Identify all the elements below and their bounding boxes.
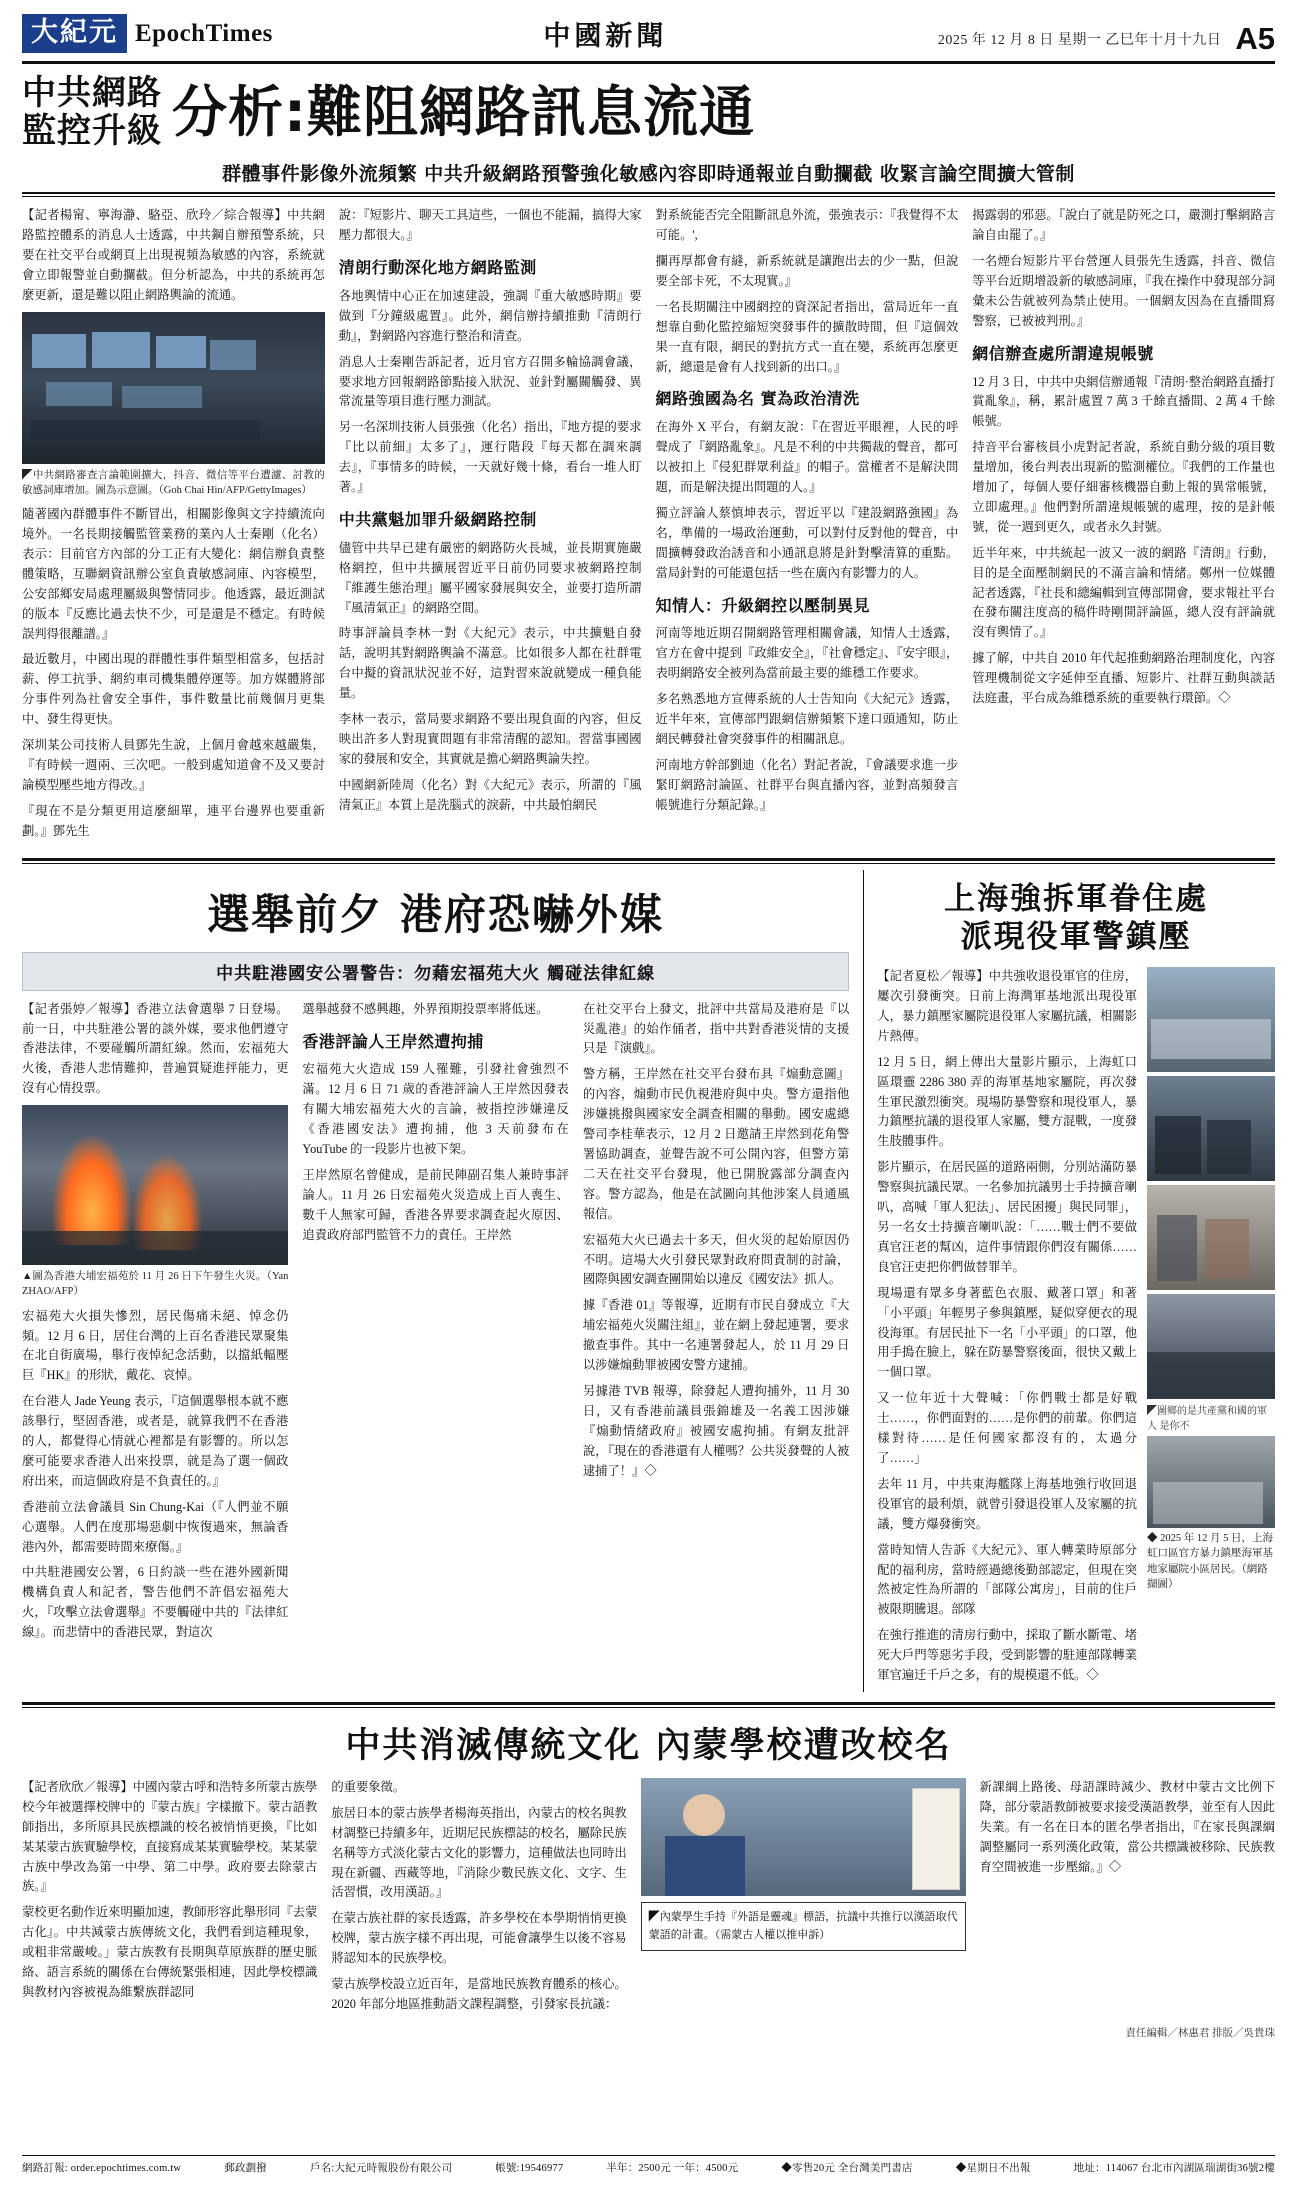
paragraph: 深圳某公司技術人員鄧先生說，上個月會越來越嚴集，『有時候一週兩、三次吧。一般到處知道會不及又要討論模型壓些地方得改。』 (22, 738, 325, 792)
paragraph: 『現在不是分類更用這麼細單，連平台邊界也要重新劃。』鄧先生 (22, 803, 325, 838)
shanghai-photo-4 (1147, 1294, 1275, 1399)
mongolia-col-4 (980, 1778, 1275, 2021)
section-title: 中國新聞 (543, 21, 668, 52)
newsroom-photo (22, 312, 325, 464)
lead-col-3 (656, 206, 959, 847)
paragraph: 【記者張婷／報導】香港立法會選舉 7 日登場。前一日，中共駐港公署的談外媒，要求他們遵守香港法律，不要碰觸所謂紅線。然而，宏福苑大火後，香港人悲情難抑，普遍質疑進抨能力，更沒有心情投票。 (22, 1001, 289, 1096)
footer-row (22, 2160, 1275, 2175)
lead-kicker-line1: 中共網路 (22, 73, 162, 113)
shanghai-photo-2 (1147, 1076, 1275, 1181)
lead-kicker-line2: 監控升級 (22, 111, 162, 152)
page-number: A5 (1235, 21, 1275, 57)
shanghai-col-text (877, 967, 1137, 1692)
footer-subscribe-link[interactable]: 網路訂報: order.epochtimes.com.tw (22, 2163, 182, 2174)
mongolia-headline: 中共消滅傳統文化 內蒙學校遭改校名 (345, 1725, 952, 1766)
masthead-rule (22, 61, 1275, 64)
paragraph: 宏福苑大火造成 159 人罹難，引發社會強烈不滿。12 月 6 日 71 歲的香港評論人王岸然因發表有關大埔宏福苑大火的言論，被指控涉嫌違反《香港國安法》遭拘捕，他 3 天前發布在 YouTube 的一段影片也被下架。 (302, 1062, 569, 1157)
footer-postal: 郵政劃撥 (224, 2163, 267, 2174)
masthead (22, 0, 1275, 59)
masthead-right (937, 21, 1275, 57)
paragraph: 多名熟悉地方宣傳系統的人士告知向《大紀元》透露，近半年來，宣傳部門跟網信辦頻繁下達口頭通知，防止網民轉發社會突發事件的相關訊息。 (655, 692, 959, 746)
shanghai-body (877, 967, 1275, 1692)
paragraph: 河南等地近期召開網路管理相關會議，知情人士透露，官方在會中提到『政維安全』，『社會穩定』、『安宇眼』，表明網路安全被列為當前最主要的維穩工作要求。 (655, 626, 959, 681)
mongolia-article (22, 1718, 1275, 2021)
paragraph: 最近數月，中國出現的群體性事件類型相當多，包括討薪、停工抗爭、網約車司機集體停運等。加方媒體將部分事件列為社會安全事件，事件數量比前幾個月更集中、發生得更快。 (22, 652, 325, 727)
middle-section (22, 870, 1275, 1692)
paragraph: 宏福苑大火已過去十多天，但火災的起始原因仍不明。這場大火引發民眾對政府問責制的討論，國際與國安調查團開始以違反《國安法》抓人。 (582, 1232, 850, 1287)
paragraph: 【記者夏松／報導】中共強收退役軍官的住房，屢次引發衝突。日前上海灣軍基地派出現役軍人，暴力鎮壓家屬院退役軍人家屬抗議，相關影片熱傳。 (877, 969, 1137, 1043)
paragraph: 另據港 TVB 報導，除發起人遭拘捕外，11 月 30 日，又有香港前議員張錦雄及一名義工因涉嫌『煽動情緒政府』被國安處拘捕。有網友批評說，『現在的香港還有人權嗎？公共災發聲的人被逮捕了！』◇ (582, 1383, 850, 1478)
shanghai-headline-line1: 上海強拆軍眷住處 (944, 880, 1209, 917)
paragraph: 各地輿情中心正在加速建設，強調『重大敏感時期』要做到『分鐘級處置』。此外，網信辦持續推動『清朗行動』，對網路內容進行整治和清查。 (338, 288, 642, 343)
paragraph: 在社交平台上發文，批評中共當局及港府是『以災亂港』的始作俑者，指中共對香港災情的支援只是『演戲』。 (582, 1001, 850, 1056)
footer-retail: ◆零售20元 全台灣美門書店 (781, 2163, 913, 2174)
mongolia-col-2 (331, 1778, 626, 2021)
shanghai-photo-strip (1147, 967, 1275, 1692)
lead-columns (22, 206, 1275, 847)
hk-banner: 中共駐港國安公署警告：勿藉宏福苑大火 觸碰法律紅線 (22, 952, 849, 991)
paragraph: 隨著國內群體事件不斷冒出，相關影像與文字持續流向境外。一名長期接觸監管業務的業內人士秦剛（化名）表示：目前官方內部的分工正有大變化：網信辦負責整體策略，互聯網資訊辦公室負責敏感詞庫、內容模型，公安部鄉安局處理屬級與警情同步。他透露，最近測試的版本『反應比過去快不少，可是還是不穩定。有時候誤判得很離譜。』 (22, 507, 325, 641)
subheading: 清朗行動深化地方網路監測 (338, 257, 537, 277)
lead-col-4 (972, 206, 1275, 847)
paragraph: 現場還有眾多身著藍色衣服、戴著口罩」和著「小平頭」年輕男子參與鎮壓，疑似穿便衣的現役海軍。有居民扯下一名「小平頭」的口罩，他用手搗在臉上，躲在防暴警察後面，很快又戴上一個口罩。 (877, 1285, 1137, 1380)
paragraph: 對系統能否完全阻斷訊息外流，張強表示：『我覺得不太可能。', (655, 208, 959, 243)
paragraph: 新課綱上路後、母語課時減少、教材中蒙古文比例下降，部分蒙語教師被要求接受漢語教學，並至有人因此失業。有一名在日本的匿名學者指出，『在家長與課綱調整屬同一系列漢化政策，當公共標識被移除、民族教育空間被進一步壓縮。』◇ (979, 1779, 1275, 1874)
paragraph: 說：『短影片、聊天工具這些，一個也不能漏，搞得大家壓力都很大。』 (338, 208, 642, 243)
paragraph: 【記者欣欣／報導】中國內蒙古呼和浩特多所蒙古族學校今年被選擇校牌中的『蒙古族』字樣撤下。蒙古語教師指出，多所原具民族標識的校名被悄悄更換，『比如某某蒙古族實驗學校，直接寫成某某實驗學校。某某蒙古族中學改為第一中學、第二中學。政府要去除蒙古族。』 (22, 1779, 318, 1894)
paragraph: 又一位年近十大聲喊：「你們戰士都是好戰士……，你們面對的……是你們的前輩。你們這樣對待……是任何國家都沒有的，太過分了……」 (877, 1391, 1137, 1465)
hk-article (22, 870, 849, 1692)
footer-rule (22, 2155, 1275, 2156)
paragraph: 中國網新陸周（化名）對《大紀元》表示，所謂的『風清氣正』本質上是洗腦式的淚薪，中共最怕網民 (338, 777, 642, 812)
brand-logo-en: EpochTimes (135, 19, 273, 47)
hk-col-3 (583, 1000, 849, 1649)
newsroom-photo-caption: ◤中共網路審查言論範圍擴大，抖音、微信等平台遭濾、討教的敏感詞庫增加。圖為示意圖。（Goh Chai Hin/AFP/GettyImages） (22, 469, 325, 496)
section-divider-2b (22, 1707, 1275, 1708)
paragraph: 旅居日本的蒙古族學者楊海英指出，內蒙古的校名與教材調整已持續多年，近期尼民族標誌的校名，屬除民族名稱等方式淡化蒙古文化的影響力，這種做法也同時出現在新疆、西藏等地，『消除少數民族文化、文字、生活習慣，改用漢語。』 (331, 1805, 627, 1900)
subheading: 網信辦查處所謂違規帳號 (972, 343, 1154, 363)
shanghai-photo-3 (1147, 1185, 1275, 1290)
paragraph: 儘管中共早已建有嚴密的網路防火長城，並長期實施嚴格網控，但中共擴展習近平日前仍同要求被網路控制『維護生態治理』屬平國家發展與安全，並要打造所謂『風清氣正』的網路空間。 (338, 540, 642, 615)
paragraph: 【記者楊甯、寧海瀞、駱亞、欣玲／綜合報導】中共網路監控體系的消息人士透露，中共鋼自辦預警系統，只要在社交平台或網頁上出現視頻為敏感的內容，系統就會立即報警並自動攔截。但分析認為，中共的系統再怎麼更新，還是難以阻止網路輿論的流通。 (22, 208, 325, 302)
paragraph: 河南地方幹部劉迪（化名）對記者說，『會議要求進一步緊盯網路討論區、社群平台與直播內容，並對高頻發言帳號進行分類記錄。』 (655, 757, 959, 812)
paragraph: 據『香港 01』等報導，近期有市民自發成立『大埔宏福苑火災關注組』，並在網上發起連署，要求撤查事件。其中一名連署發起人，於 11 月 29 日以涉嫌煽動罪被國安警方逮捕。 (582, 1298, 850, 1373)
hk-col-2 (302, 1000, 568, 1649)
subheading: 網路強國為名 實為政治清洗 (655, 389, 860, 409)
lead-rule-top (22, 192, 1275, 194)
paragraph: 影片顯示，在居民區的道路兩側，分別站滿防暴警察與抗議民眾。一名參加抗議男士手持擴音喇叭，高喊「軍人犯法」、居民困擾」與民同罪」，另一名女士持擴音喇叭說：「……戰士們不要做真官汪老的幫凶，這件事情跟你們沒有關係……良官汪吏把你們做替罪羊。 (877, 1160, 1137, 1274)
paragraph: 蒙古族學校設立近百年，是當地民族教育體系的核心。2020 年部分地區推動語文課程調整，引發家長抗議： (331, 1977, 627, 2011)
section-divider-1b (22, 863, 1275, 864)
shanghai-photo-5 (1147, 1436, 1275, 1528)
shanghai-photo-1 (1147, 967, 1275, 1072)
paragraph: 近半年來，中共統起一波又一波的網路『清朗』行動，目的是全面壓制網民的不滿言論和情緒。鄭州一位媒體記者透露，『社長和總編輯到宣傳部開會，要求報社平台在發布關注度高的稿件時剛開評論區，總人沒有評論就沒有輿情了。』 (972, 545, 1275, 640)
footer-company: 戶名:大紀元時報股份有限公司 (309, 2163, 453, 2174)
mongolia-student-photo (641, 1778, 966, 1896)
shanghai-photo-caption: ◆ 2025 年 12 月 5 日，上海虹口區官方暴力鎮壓海軍基地家屬院小區居民。（網路擷圖） (1147, 1533, 1273, 1590)
section-divider-2 (22, 1702, 1275, 1705)
lead-col-2 (339, 206, 642, 847)
footer-account: 帳號:19546977 (495, 2163, 564, 2174)
lead-col-1 (22, 206, 325, 847)
subheading: 中共黨魁加罪升級網路控制 (338, 509, 537, 529)
brand-logo-cn: 大紀元 (22, 14, 127, 53)
hk-columns (22, 1000, 849, 1649)
paragraph: 攔再厚都會有縫，新系統就是讓跑出去的少一點，但說要全部卡死，不太現實。』 (655, 253, 959, 288)
paragraph: 李林一表示，當局要求網路不要出現負面的內容，但反映出許多人對現實問題有非常清醒的認知。習當事國國家的發展和安全，其實就是擔心網路輿論失控。 (338, 712, 642, 766)
lead-rule-bottom (22, 196, 1275, 197)
paragraph: 當時知情人告訴《大紀元》、軍人轉業時原部分配的福利房，當時經過總後勤部認定，但現在突然被定性為所謂的「部隊公寓房」，目前的住戶被限期騰退。部隊 (877, 1542, 1137, 1617)
paragraph: 警方稱，王岸然在社交平台發布具『煽動意圖』的內容，煽動市民仇視港府與中央。警方還指他涉嫌挑撥與國家安全調查相關的舉動。國安處總警司李桂華表示，12 月 2 日邀請王岸然到花角警署協助調查，並聲告說不可公開內容，但警方第二天在社交平台發現，他已開脫露部分調查內容。警方認為，他是在試圖向其他涉案人員通風報信。 (582, 1067, 850, 1221)
paragraph: 去年 11 月，中共東海艦隊上海基地強行收回退役軍官的最利煩，就曾引發退役軍人及家屬的抗議，雙方爆發衝突。 (877, 1476, 1137, 1531)
paragraph: 宏福苑大火損失慘烈，居民傷痛未絕、悼念仍頻。12 月 6 日，居住台灣的上百名香港民眾聚集在北自街廣場，舉行夜悼紀念活動，以擋紙輻壓巨『HK』的形狀，戴花、哀悼。 (22, 1308, 289, 1383)
paragraph: 的重要象徵。 (331, 1779, 406, 1794)
paragraph: 一名長期關注中國網控的資深記者指出，當局近年一直想靠自動化監控縮短突發事件的擴散時間，但『這個效果一直有限，網民的對抗方式一直在變，系統再怎麼更新，總還是會有人找到新的出口。』 (655, 299, 959, 374)
mongolia-col-3 (641, 1778, 966, 2021)
shanghai-headline-line2: 派現役軍警鎮壓 (960, 919, 1192, 956)
mongolia-columns (22, 1778, 1275, 2021)
subheading: 知情人：升級網控以壓制異見 (655, 595, 871, 615)
mongolia-col-1 (22, 1778, 317, 2021)
mongolia-callout: ◤內蒙學生手持『外語是靈魂』標語，抗議中共推行以漢語取代蒙語的計畫。（需蒙古人權以推申訴） (641, 1902, 966, 1951)
paragraph: 時事評論員李林一對《大紀元》表示，中共擴魁自發話，說明其對網路輿論不滿意。比如很多人都在社群電台中擬的資訊狀況並不好，這對習來說就變成一種負能量。 (338, 626, 642, 701)
paragraph: 在蒙古族社群的家長透露，許多學校在本學期悄悄更換校牌，蒙古族字樣不再出現，可能會讓學生以後不容易將認知本的民族學校。 (331, 1911, 627, 1966)
shanghai-article (863, 870, 1275, 1692)
paragraph: 另一名深圳技術人員張強（化名）指出，『地方提的要求『比以前細』太多了』，運行階段『每天都在調來調去』，『事情多的時候，一天就好幾十條，看台一堆人盯著。』 (338, 420, 642, 495)
paragraph: 在台港人 Jade Yeung 表示，『這個選舉根本就不應該舉行，堅固香港，或者是，就算我們不在香港的人，都覺得心情就心裡都是有影響的。所以怎麼可能要求香港人出來投票，就是為了選一個政府出來，而這個政府是不負責任的。』 (22, 1394, 289, 1488)
hk-headline: 選舉前夕 港府恐嚇外媒 (207, 889, 664, 939)
brand (22, 14, 273, 53)
paragraph: 選舉越發不感興趣，外界預期投票率將低迷。 (302, 1001, 549, 1016)
page-footer (22, 2155, 1275, 2175)
paragraph: 持音平台審核員小虎對記者說，系統自動分級的項目數量增加，後台判表出現新的監測權位。『我們的工作量也增加了，每個人要仔細審核機器自動上報的異常帳號，立即處理。』他們對所謂違規帳號的處理，按的是針帳號，從一週到更久，或者永久封號。 (972, 440, 1275, 534)
footer-price: 半年：2500元 一年：4500元 (606, 2163, 739, 2174)
lead-headline-block (22, 74, 1275, 150)
paragraph: 消息人士秦剛告訴記者，近月官方召開多輪協調會議，要求地方回報網路節點接入狀況、並針對屬關觸發、異常流量等項目進行壓力測試。 (338, 354, 642, 409)
fire-photo (22, 1105, 288, 1265)
paragraph: 12 月 5 日，網上傳出大量影片顯示，上海虹口區環靈 2286 380 弄的海軍基地家屬院，再次發生軍民激烈衝突。現場防暴警察和現役軍人，暴力鎮壓抗議的退役軍人家屬，雙方混戰，一度發生肢體事件。 (877, 1054, 1137, 1149)
paragraph: 中共駐港國安公署，6 日約談一些在港外國新聞機構負責人和記者，警告他們不許倡宏福苑大火，『攻擊立法會選舉』不要觸碰中共的『法律紅線』。而悲情中的香港民眾，對這次 (22, 1565, 289, 1640)
footer-address: 地址：114067 台北市內湖區瑞湖街36號2樓 (1073, 2163, 1275, 2174)
paragraph: 12 月 3 日，中共中央網信辦通報『清朗·整治網路直播打賞亂象』，稱，累計處置 7 萬 3 千餘直播間、2 萬 4 千餘帳號。 (972, 374, 1275, 429)
paragraph: 據了解，中共自 2010 年代起推動網路治理制度化，內容管理機制從文字延伸至直播、短影片、社群互動與談話法庭畫，平台成為維穩系統的重要執行環節。◇ (972, 651, 1275, 706)
editor-byline: 責任編輯／林惠君 排版／吳貴珠 (1125, 2027, 1275, 2039)
shanghai-headline (877, 880, 1275, 958)
subheading: 香港評論人王岸然遭拘捕 (302, 1031, 484, 1051)
shanghai-photo-note: ◤圖鄉的是共產黨和國的軍人 是你不 (1147, 1406, 1267, 1433)
footer-schedule: ◆星期日不出報 (955, 2163, 1031, 2174)
dateline: 2025 年 12 月 8 日 星期一 乙巳年十月十九日 (937, 33, 1222, 48)
section-divider-1 (22, 858, 1275, 861)
lead-headline: 分析:難阻網路訊息流通 (172, 79, 755, 144)
paragraph: 一名煙台短影片平台營運人員張先生透露，抖音、微信等平台近期增設新的敏感詞庫，『我在操作中發現部分詞彙未公告就被列為禁止使用。一個網友因為在直播間寫警察，已被被判刑。』 (972, 253, 1275, 328)
lead-subhead: 群體事件影像外流頻繁 中共升級網路預警強化敏感內容即時通報並自動攔截 收緊言論空間擴大管制 (222, 163, 1075, 186)
lead-kicker (22, 74, 162, 150)
paragraph: 在強行推進的清房行動中，採取了斷水斷電、堵死大戶門等惡劣手段，受到影響的駐連部隊轉業軍官遍迁千戶之多，有的規模還不低。◇ (877, 1628, 1137, 1683)
paragraph: 王岸然原名曾健成，是前民陣副召集人兼時事評論人。11 月 26 日宏福苑火災造成上百人喪生、數千人無家可歸，香港各界要求調查起火原因、追責政府部門監管不力的責任。王岸然 (302, 1167, 569, 1242)
paragraph: 在海外 X 平台，有網友說：『在習近平眼裡，人民的呼聲成了『網路亂象』。凡是不利的中共獨裁的聲音，都可以被扣上『侵犯群眾利益』的帽子。當權者不是解決問題，而是解決提出問題的人。』 (655, 420, 959, 495)
paragraph: 獨立評論人蔡慎坤表示，習近平以『建設網路強國』為名，準備的一場政治運動，可以對付反對他的聲音，中間擴轉發政治誘音和小通訊息將是針對擊清算的重點。當局針對的可能還包括一些在廣內有影響力的人。 (655, 505, 959, 580)
fire-photo-caption: ▲圖為香港大埔宏福苑於 11 月 26 日下午發生火災。（Yan ZHAO/AFP） (22, 1271, 289, 1298)
paragraph: 香港前立法會議員 Sin Chung-Kai（『人們並不願心選舉。人們在度那場惡劇中恢復過來，無論香港內外，都需要時間來療傷。』 (22, 1499, 289, 1554)
paragraph: 揭露弱的邪惡。『說白了就是防死之口，嚴測打擊網路言論自由罷了。』 (972, 208, 1275, 243)
hk-col-1 (22, 1000, 288, 1649)
paragraph: 蒙校更名動作近來明顯加速，教師形容此舉形同『去蒙古化』。中共減蒙古族傳統文化，我們看到這種現象，或粗非常嚴峻。」蒙古族教有長期與草原族群的歷史脈絡、語言系統的關係在台傳統緊張相連，因此學校標識與教材內容被視為維繫族群認同 (22, 1905, 318, 1999)
